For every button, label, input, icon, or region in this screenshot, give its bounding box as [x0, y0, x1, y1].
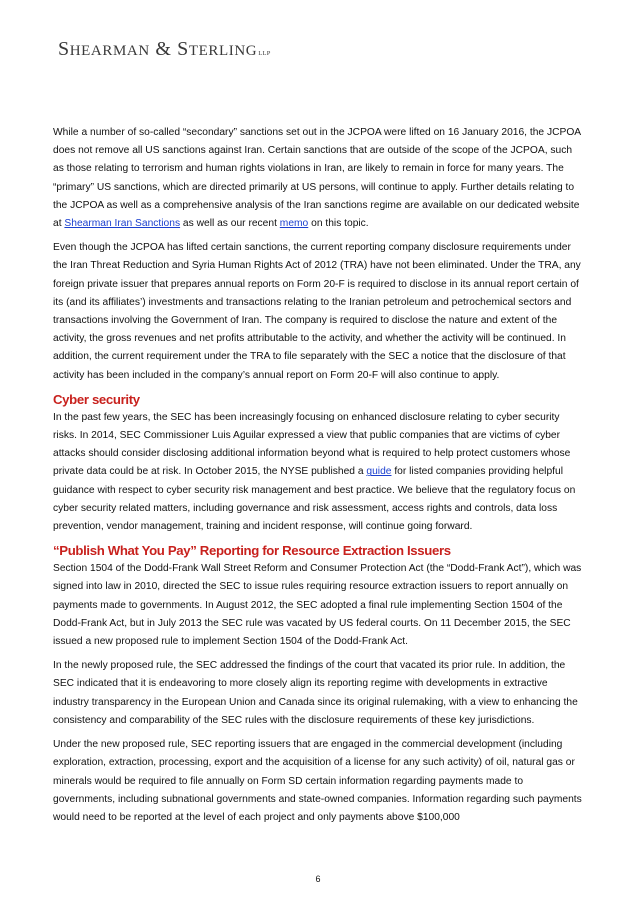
paragraph-form-sd: Under the new proposed rule, SEC reporting issuers that are engaged in the commercial development (including exploration, extraction, processing, export and the acquisition of a license for any such activity) of oil, natural gas or minerals would be required to file annually on Form SD certain information regarding payments made to governments, including subnational governments and state-owned companies. Information regarding such payments would need to be reported at the level of each project and only payments above $100,000 [53, 739, 582, 823]
memo-link[interactable]: memo [279, 218, 309, 230]
paragraph-proposed-rule: In the newly proposed rule, the SEC addressed the findings of the court that vacated its prior rule. In addition, the SEC indicated that it is endeavoring to more closely align its reporting regime with developments in extractive industry transparency in the European Union and Canada since its original rulemaking, with a view to enhancing the consistency and comparability of the SEC rules with the disclosure requirements of these key jurisdictions. [53, 660, 578, 726]
document-body [53, 124, 583, 833]
paragraph-cyber-security: In the past few years, the SEC has been increasingly focusing on enhanced disclosure relating to cyber security risks. In 2014, SEC Commissioner Luis Aguilar expressed a view that public companies that are victims of cyber attacks should consider disclosing additional information beyond what is required to help protect customers whose private data could be at risk. In October 2015, the NYSE published a guide for listed companies providing helpful guidance with respect to cyber security risk management and best practice. We believe that the regulatory focus on cyber security related matters, including governance and risk assessment, access rights and controls, data loss prevention, vendor management, training and incident response, will continue going forward. [53, 411, 576, 533]
firm-logo: SHEARMAN & STERLINGLLP [58, 38, 271, 60]
shearman-iran-sanctions-link[interactable]: Shearman Iran Sanctions [64, 218, 181, 230]
heading-publish-what-you-pay: “Publish What You Pay” Reporting for Resource Extraction Issuers [53, 543, 451, 559]
page-number: 6 [315, 874, 321, 884]
heading-cyber-security: Cyber security [53, 391, 140, 407]
paragraph-dodd-frank-1504: Section 1504 of the Dodd-Frank Wall Street Reform and Consumer Protection Act (the “Dodd-Frank Act”), which was signed into law in 2010, directed the SEC to issue rules requiring resource extraction issuers to report annually on payments made to governments. In August 2012, the SEC adopted a final rule implementing Section 1504 of the Dodd-Frank Act, but in July 2013 the SEC rule was vacated by US federal courts. On 11 December 2015, the SEC issued a new proposed rule to implement Section 1504 of the Dodd-Frank Act. [53, 563, 582, 648]
nyse-guide-link[interactable]: guide [366, 466, 392, 478]
paragraph-tra-disclosure: Even though the JCPOA has lifted certain sanctions, the current reporting company disclosure requirements under the Iran Threat Reduction and Syria Human Rights Act of 2012 (TRA) have not been eliminated. Under the TRA, any foreign private issuer that prepares annual reports on Form 20-F is required to disclose in its annual report certain of its (and its affiliates’) investments and transactions relating to the Iranian petroleum and petrochemical sectors and transactions involving the Government of Iran. The company is required to disclose the nature and extent of the activity, the gross revenues and net profits attributable to the activity, and whether the activity will be continued. In addition, the current requirement under the TRA to file separately with the SEC a notice that the disclosure of that activity has been included in the company’s annual report on Form 20-F will also continue to apply. [53, 242, 581, 381]
paragraph-jcpoa-sanctions: While a number of so-called “secondary” sanctions set out in the JCPOA were lifted on 16 January 2016, the JCPOA does not remove all US sanctions against Iran. Certain sanctions that are outside of the scope of the JCPOA, such as those relating to terrorism and human rights violations in Iran, are likely to remain in force for many years. The “primary” US sanctions, which are directed primarily at US persons, will continue to apply. Further details relating to the JCPOA as well as a comprehensive analysis of the Iran sanctions regime are available on our dedicated website at Shearman Iran Sanctions as well as our recent memo on this topic. [53, 127, 581, 230]
